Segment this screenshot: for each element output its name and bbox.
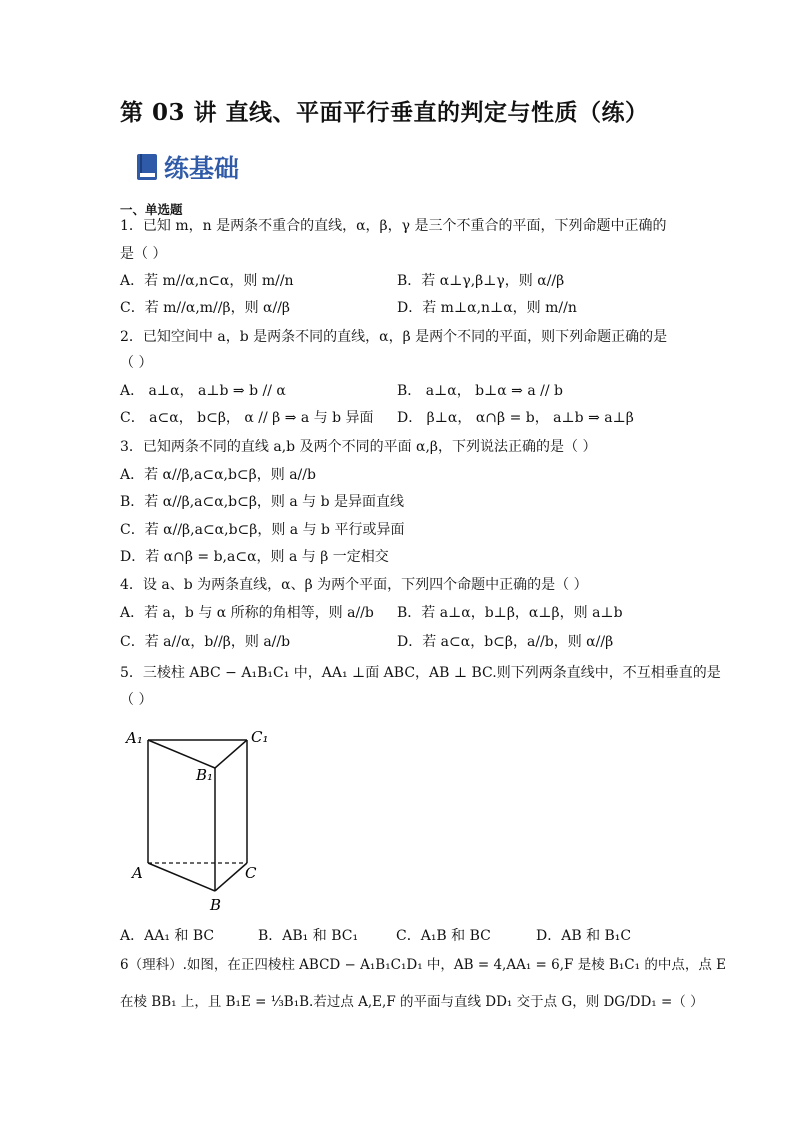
q3-option-a: A．若 α//β,a⊂α,b⊂β，则 a//b bbox=[120, 467, 316, 483]
q5-option-c: C．A₁B 和 BC bbox=[396, 928, 491, 944]
q1-stem-line2: 是（ ） bbox=[120, 246, 167, 262]
label-b1: B₁ bbox=[196, 766, 214, 784]
edge-a-b bbox=[148, 863, 215, 891]
q6-stem-line2: 在棱 BB₁ 上，且 B₁E = ⅓B₁B.若过点 A,E,F 的平面与直线 DD₁ 交于点 G，则 DG/DD₁ =（ ） bbox=[120, 994, 704, 1010]
q6-stem-line1: 6（理科）.如图，在正四棱柱 ABCD − A₁B₁C₁D₁ 中，AB = 4,AA₁ = 6,F 是棱 B₁C₁ 的中点，点 E bbox=[120, 957, 726, 973]
q5-option-a: A．AA₁ 和 BC bbox=[120, 928, 215, 944]
q2-stem-line1: 2．已知空间中 a，b 是两条不同的直线，α，β 是两个不同的平面，则下列命题正确的是 bbox=[120, 329, 668, 345]
edge-b1-c1 bbox=[215, 740, 247, 768]
q1-option-a: A．若 m//α,n⊂α，则 m//n bbox=[120, 273, 294, 289]
q5-option-b: B．AB₁ 和 BC₁ bbox=[258, 928, 359, 944]
q3-option-d: D．若 α∩β = b,a⊂α，则 a 与 β 一定相交 bbox=[120, 549, 389, 565]
edge-a1-b1 bbox=[148, 740, 215, 768]
q1-option-c: C．若 m//α,m//β，则 α//β bbox=[120, 300, 291, 316]
label-c: C bbox=[245, 864, 257, 882]
section-heading: 一、单选题 bbox=[120, 202, 183, 217]
q4-stem-line1: 4．设 a、b 为两条直线，α、β 为两个平面，下列四个命题中正确的是（ ） bbox=[120, 577, 588, 593]
q3-stem-line1: 3．已知两条不同的直线 a,b 及两个不同的平面 α,β，下列说法正确的是（ ） bbox=[120, 439, 597, 455]
q5-stem-line2: （ ） bbox=[120, 692, 153, 708]
q3-option-c: C．若 α//β,a⊂α,b⊂β，则 a 与 b 平行或异面 bbox=[120, 522, 405, 538]
q1-stem-line1: 1．已知 m，n 是两条不重合的直线，α，β，γ 是三个不重合的平面，下列命题中正确的 bbox=[120, 218, 667, 234]
q4-option-c: C．若 a//α，b//β，则 a//b bbox=[120, 634, 291, 650]
edge-b-c bbox=[215, 863, 247, 891]
label-b: B bbox=[210, 896, 222, 914]
q1-option-d: D．若 m⊥α,n⊥α，则 m//n bbox=[397, 300, 577, 316]
label-c1: C₁ bbox=[251, 728, 269, 746]
q2-option-a: A． a⊥α， a⊥b ⇒ b // α bbox=[120, 383, 286, 399]
label-a1: A₁ bbox=[126, 729, 143, 747]
prism-figure bbox=[120, 718, 280, 918]
q5-option-d: D．AB 和 B₁C bbox=[536, 928, 632, 944]
q4-option-a: A．若 a，b 与 α 所称的角相等，则 a//b bbox=[120, 605, 374, 621]
q3-option-b: B．若 α//β,a⊂α,b⊂β，则 a 与 b 是异面直线 bbox=[120, 494, 405, 510]
q1-option-b: B．若 α⊥γ,β⊥γ，则 α//β bbox=[397, 273, 565, 289]
section-banner bbox=[136, 150, 239, 184]
q4-option-b: B．若 a⊥α，b⊥β，α⊥β，则 a⊥b bbox=[397, 605, 623, 621]
q4-option-d: D．若 a⊂α，b⊂β，a//b，则 α//β bbox=[397, 634, 614, 650]
page-title: 第 03 讲 直线、平面平行垂直的判定与性质（练） bbox=[120, 99, 649, 126]
label-a: A bbox=[132, 864, 143, 882]
banner-label: 练基础 bbox=[164, 154, 240, 183]
q2-option-d: D． β⊥α， α∩β = b， a⊥b ⇒ a⊥β bbox=[397, 410, 634, 426]
q2-stem-line2: （ ） bbox=[120, 355, 153, 371]
q5-stem-line1: 5．三棱柱 ABC − A₁B₁C₁ 中，AA₁ ⊥面 ABC，AB ⊥ BC.则下列两条直线中，不互相垂直的是 bbox=[120, 665, 721, 681]
book-icon bbox=[136, 153, 158, 181]
q2-option-c: C． a⊂α， b⊂β， α // β ⇒ a 与 b 异面 bbox=[120, 410, 374, 426]
q2-option-b: B． a⊥α， b⊥α ⇒ a // b bbox=[397, 383, 564, 399]
